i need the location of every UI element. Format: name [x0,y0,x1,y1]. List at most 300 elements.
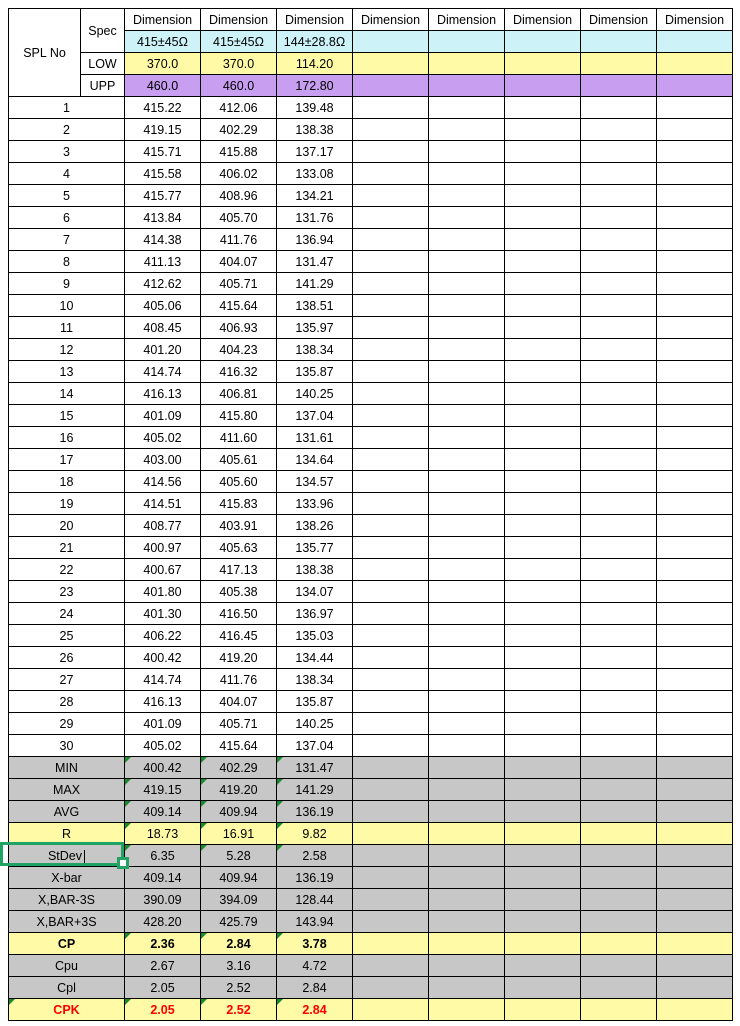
sample-cell[interactable] [505,229,581,251]
sample-cell[interactable]: 419.15 [125,119,201,141]
sample-number[interactable]: 22 [9,559,125,581]
sample-cell[interactable] [657,185,733,207]
sample-cell[interactable] [657,669,733,691]
sample-cell[interactable]: 416.13 [125,383,201,405]
stat-cell[interactable] [353,999,429,1021]
sample-cell[interactable] [505,515,581,537]
sample-cell[interactable] [505,97,581,119]
sample-cell[interactable]: 134.21 [277,185,353,207]
stat-cell[interactable] [353,801,429,823]
sample-cell[interactable] [581,141,657,163]
sample-cell[interactable]: 404.07 [201,251,277,273]
sample-cell[interactable] [429,141,505,163]
sample-cell[interactable] [581,383,657,405]
sample-number[interactable]: 1 [9,97,125,119]
stat-cell[interactable] [429,823,505,845]
sample-cell[interactable] [505,493,581,515]
sample-cell[interactable] [581,163,657,185]
sample-cell[interactable]: 417.13 [201,559,277,581]
sample-cell[interactable]: 401.09 [125,713,201,735]
stat-cell[interactable] [505,977,581,999]
sample-cell[interactable]: 411.60 [201,427,277,449]
sample-cell[interactable]: 135.87 [277,361,353,383]
sample-cell[interactable] [353,97,429,119]
low-value-4[interactable] [353,53,429,75]
sample-number[interactable]: 20 [9,515,125,537]
sample-cell[interactable] [353,427,429,449]
stat-cell[interactable] [581,801,657,823]
stat-cell[interactable] [581,867,657,889]
sample-cell[interactable] [505,383,581,405]
sample-cell[interactable]: 415.83 [201,493,277,515]
sample-cell[interactable] [429,339,505,361]
sample-cell[interactable]: 415.64 [201,735,277,757]
stat-cell[interactable] [505,823,581,845]
sample-cell[interactable]: 411.13 [125,251,201,273]
sample-cell[interactable] [657,251,733,273]
sample-cell[interactable] [581,493,657,515]
sample-number[interactable]: 19 [9,493,125,515]
sample-cell[interactable] [581,669,657,691]
sample-number[interactable]: 15 [9,405,125,427]
sample-cell[interactable] [581,207,657,229]
stat-cell[interactable] [429,977,505,999]
stat-cell[interactable] [657,955,733,977]
sample-cell[interactable] [657,339,733,361]
sample-cell[interactable] [353,207,429,229]
dimension-header-8[interactable]: Dimension [657,9,733,31]
sample-number[interactable]: 27 [9,669,125,691]
sample-cell[interactable]: 135.77 [277,537,353,559]
spec-value-4[interactable] [353,31,429,53]
stat-cell[interactable]: 409.94 [201,867,277,889]
sample-cell[interactable]: 406.93 [201,317,277,339]
sample-number[interactable]: 21 [9,537,125,559]
sample-cell[interactable]: 135.87 [277,691,353,713]
sample-cell[interactable] [657,471,733,493]
stat-cell[interactable] [429,911,505,933]
stat-cell[interactable] [505,933,581,955]
sample-cell[interactable] [657,647,733,669]
sample-cell[interactable]: 403.00 [125,449,201,471]
sample-cell[interactable]: 404.07 [201,691,277,713]
sample-cell[interactable] [657,405,733,427]
sample-cell[interactable] [581,427,657,449]
stat-cell[interactable] [581,823,657,845]
sample-number[interactable]: 24 [9,603,125,625]
sample-cell[interactable] [657,163,733,185]
sample-cell[interactable] [657,493,733,515]
upp-value-5[interactable] [429,75,505,97]
sample-cell[interactable] [505,559,581,581]
sample-number[interactable]: 3 [9,141,125,163]
low-value-3[interactable]: 114.20 [277,53,353,75]
stat-cell[interactable] [505,911,581,933]
sample-cell[interactable] [581,97,657,119]
stat-label[interactable]: StDev [9,845,125,867]
sample-cell[interactable] [581,295,657,317]
sample-cell[interactable]: 416.45 [201,625,277,647]
stat-cell[interactable]: 136.19 [277,867,353,889]
sample-cell[interactable]: 401.09 [125,405,201,427]
sample-number[interactable]: 12 [9,339,125,361]
sample-cell[interactable] [429,251,505,273]
sample-cell[interactable] [429,229,505,251]
sample-cell[interactable]: 405.06 [125,295,201,317]
sample-cell[interactable] [581,361,657,383]
low-label[interactable]: LOW [81,53,125,75]
stat-cell[interactable] [581,779,657,801]
stat-cell[interactable] [353,867,429,889]
stat-label[interactable]: R [9,823,125,845]
sample-cell[interactable] [353,141,429,163]
stat-cell[interactable]: 2.84 [277,999,353,1021]
sample-cell[interactable]: 406.81 [201,383,277,405]
sample-cell[interactable]: 140.25 [277,713,353,735]
sample-cell[interactable] [505,405,581,427]
sample-cell[interactable]: 137.17 [277,141,353,163]
sample-cell[interactable] [657,559,733,581]
spec-value-8[interactable] [657,31,733,53]
sample-cell[interactable] [505,317,581,339]
sample-cell[interactable]: 411.76 [201,229,277,251]
stat-cell[interactable]: 4.72 [277,955,353,977]
dimension-header-1[interactable]: Dimension [125,9,201,31]
stat-cell[interactable] [353,823,429,845]
stat-cell[interactable] [429,845,505,867]
dimension-header-3[interactable]: Dimension [277,9,353,31]
sample-cell[interactable]: 414.74 [125,669,201,691]
sample-cell[interactable] [353,119,429,141]
stat-cell[interactable] [657,845,733,867]
upp-value-3[interactable]: 172.80 [277,75,353,97]
sample-cell[interactable] [353,229,429,251]
stat-cell[interactable]: 400.42 [125,757,201,779]
stat-label[interactable]: X,BAR+3S [9,911,125,933]
sample-cell[interactable]: 136.97 [277,603,353,625]
sample-cell[interactable] [429,735,505,757]
sample-cell[interactable]: 415.80 [201,405,277,427]
sample-cell[interactable]: 138.34 [277,669,353,691]
stat-cell[interactable]: 9.82 [277,823,353,845]
sample-cell[interactable] [581,713,657,735]
sample-cell[interactable] [429,471,505,493]
sample-cell[interactable] [353,559,429,581]
sample-cell[interactable]: 134.57 [277,471,353,493]
sample-cell[interactable] [353,295,429,317]
sample-cell[interactable]: 402.29 [201,119,277,141]
sample-cell[interactable] [581,449,657,471]
stat-cell[interactable]: 131.47 [277,757,353,779]
sample-cell[interactable]: 414.74 [125,361,201,383]
spec-value-5[interactable] [429,31,505,53]
sample-cell[interactable]: 138.38 [277,119,353,141]
sample-cell[interactable]: 134.07 [277,581,353,603]
stat-label[interactable]: CP [9,933,125,955]
sample-cell[interactable] [657,537,733,559]
stat-cell[interactable] [657,911,733,933]
sample-cell[interactable] [353,625,429,647]
sample-cell[interactable] [429,163,505,185]
stat-cell[interactable] [429,999,505,1021]
sample-cell[interactable]: 137.04 [277,735,353,757]
sample-cell[interactable] [657,691,733,713]
sample-cell[interactable]: 415.58 [125,163,201,185]
sample-cell[interactable] [429,691,505,713]
sample-cell[interactable] [429,493,505,515]
dimension-header-6[interactable]: Dimension [505,9,581,31]
sample-cell[interactable] [429,581,505,603]
sample-cell[interactable] [581,251,657,273]
stat-cell[interactable]: 136.19 [277,801,353,823]
sample-cell[interactable]: 134.64 [277,449,353,471]
sample-cell[interactable]: 408.96 [201,185,277,207]
sample-cell[interactable] [657,273,733,295]
sample-number[interactable]: 28 [9,691,125,713]
sample-cell[interactable] [581,229,657,251]
sample-cell[interactable] [353,493,429,515]
stat-cell[interactable] [429,889,505,911]
sample-cell[interactable] [429,603,505,625]
stat-cell[interactable] [505,867,581,889]
sample-cell[interactable]: 405.70 [201,207,277,229]
sample-cell[interactable] [429,625,505,647]
stat-cell[interactable] [353,933,429,955]
spec-label[interactable]: Spec [81,9,125,53]
upp-label[interactable]: UPP [81,75,125,97]
spl-no-header[interactable]: SPL No [9,9,81,97]
sample-cell[interactable] [429,405,505,427]
stat-cell[interactable] [657,801,733,823]
low-value-8[interactable] [657,53,733,75]
sample-cell[interactable] [581,273,657,295]
sample-cell[interactable]: 416.50 [201,603,277,625]
stat-label[interactable]: X,BAR-3S [9,889,125,911]
sample-number[interactable]: 18 [9,471,125,493]
sample-cell[interactable]: 413.84 [125,207,201,229]
sample-cell[interactable] [353,339,429,361]
sample-cell[interactable]: 416.13 [125,691,201,713]
sample-cell[interactable] [657,713,733,735]
sample-cell[interactable]: 405.61 [201,449,277,471]
stat-label[interactable]: Cpu [9,955,125,977]
stat-cell[interactable]: 2.67 [125,955,201,977]
sample-number[interactable]: 14 [9,383,125,405]
sample-number[interactable]: 26 [9,647,125,669]
stat-cell[interactable]: 425.79 [201,911,277,933]
stat-cell[interactable] [505,889,581,911]
sample-cell[interactable]: 411.76 [201,669,277,691]
stat-cell[interactable]: 2.84 [201,933,277,955]
stat-cell[interactable] [505,801,581,823]
sample-cell[interactable]: 136.94 [277,229,353,251]
upp-value-2[interactable]: 460.0 [201,75,277,97]
sample-cell[interactable] [505,273,581,295]
sample-cell[interactable]: 415.64 [201,295,277,317]
sample-cell[interactable] [581,625,657,647]
sample-cell[interactable] [581,471,657,493]
stat-cell[interactable] [505,845,581,867]
sample-cell[interactable] [581,581,657,603]
stat-cell[interactable]: 409.14 [125,867,201,889]
sample-cell[interactable] [581,119,657,141]
sample-cell[interactable] [657,427,733,449]
sample-cell[interactable] [657,603,733,625]
sample-cell[interactable] [581,185,657,207]
stat-cell[interactable]: 6.35 [125,845,201,867]
stat-cell[interactable] [657,889,733,911]
sample-number[interactable]: 7 [9,229,125,251]
spec-value-1[interactable]: 415±45Ω [125,31,201,53]
sample-cell[interactable] [353,361,429,383]
sample-cell[interactable] [581,559,657,581]
stat-cell[interactable]: 3.16 [201,955,277,977]
stat-cell[interactable] [429,955,505,977]
sample-cell[interactable] [353,647,429,669]
sample-cell[interactable] [353,735,429,757]
sample-cell[interactable] [505,647,581,669]
spec-value-6[interactable] [505,31,581,53]
sample-cell[interactable]: 138.26 [277,515,353,537]
stat-cell[interactable] [429,933,505,955]
sample-cell[interactable] [353,185,429,207]
sample-cell[interactable]: 140.25 [277,383,353,405]
stat-cell[interactable] [657,933,733,955]
sample-cell[interactable]: 414.38 [125,229,201,251]
stat-cell[interactable] [657,757,733,779]
sample-cell[interactable] [353,713,429,735]
sample-cell[interactable] [581,317,657,339]
sample-cell[interactable] [429,427,505,449]
spec-value-7[interactable] [581,31,657,53]
sample-cell[interactable]: 414.56 [125,471,201,493]
sample-cell[interactable] [353,581,429,603]
sample-cell[interactable] [353,691,429,713]
sample-number[interactable]: 9 [9,273,125,295]
stat-cell[interactable] [581,977,657,999]
sample-cell[interactable] [657,361,733,383]
sample-cell[interactable] [581,647,657,669]
stat-cell[interactable]: 2.58 [277,845,353,867]
sample-cell[interactable] [657,229,733,251]
sample-cell[interactable] [581,691,657,713]
stat-cell[interactable] [581,933,657,955]
stat-cell[interactable]: 5.28 [201,845,277,867]
stat-cell[interactable] [353,977,429,999]
sample-cell[interactable]: 405.02 [125,735,201,757]
stat-cell[interactable]: 18.73 [125,823,201,845]
sample-cell[interactable]: 131.61 [277,427,353,449]
sample-cell[interactable] [505,361,581,383]
sample-cell[interactable] [657,581,733,603]
stat-label[interactable]: MAX [9,779,125,801]
sample-number[interactable]: 2 [9,119,125,141]
sample-cell[interactable] [505,339,581,361]
stat-cell[interactable]: 2.52 [201,999,277,1021]
stat-label[interactable]: Cpl [9,977,125,999]
stat-cell[interactable] [505,999,581,1021]
sample-cell[interactable]: 405.63 [201,537,277,559]
sample-cell[interactable] [505,537,581,559]
stat-cell[interactable]: 141.29 [277,779,353,801]
stat-cell[interactable] [657,999,733,1021]
sample-cell[interactable] [353,405,429,427]
stat-cell[interactable] [429,867,505,889]
sample-cell[interactable] [429,119,505,141]
sample-cell[interactable] [657,625,733,647]
upp-value-1[interactable]: 460.0 [125,75,201,97]
sample-cell[interactable] [581,537,657,559]
stat-cell[interactable] [581,757,657,779]
sample-number[interactable]: 10 [9,295,125,317]
sample-cell[interactable]: 134.44 [277,647,353,669]
stat-label[interactable]: MIN [9,757,125,779]
low-value-1[interactable]: 370.0 [125,53,201,75]
sample-cell[interactable] [657,207,733,229]
sample-cell[interactable]: 412.06 [201,97,277,119]
sample-cell[interactable]: 419.20 [201,647,277,669]
sample-number[interactable]: 8 [9,251,125,273]
sample-number[interactable]: 4 [9,163,125,185]
sample-cell[interactable]: 400.42 [125,647,201,669]
sample-cell[interactable]: 415.77 [125,185,201,207]
sample-cell[interactable]: 138.34 [277,339,353,361]
sample-cell[interactable] [353,383,429,405]
sample-cell[interactable]: 131.76 [277,207,353,229]
stat-cell[interactable]: 3.78 [277,933,353,955]
sample-cell[interactable]: 133.08 [277,163,353,185]
sample-cell[interactable] [505,449,581,471]
sample-cell[interactable] [505,471,581,493]
sample-cell[interactable] [581,515,657,537]
sample-cell[interactable] [505,427,581,449]
stat-cell[interactable] [581,911,657,933]
sample-cell[interactable] [505,669,581,691]
stat-cell[interactable]: 428.20 [125,911,201,933]
stat-cell[interactable] [657,977,733,999]
sample-cell[interactable]: 137.04 [277,405,353,427]
sample-cell[interactable] [581,603,657,625]
stat-cell[interactable]: 402.29 [201,757,277,779]
upp-value-7[interactable] [581,75,657,97]
sample-cell[interactable] [429,449,505,471]
low-value-6[interactable] [505,53,581,75]
sample-cell[interactable]: 133.96 [277,493,353,515]
stat-cell[interactable] [581,889,657,911]
sample-cell[interactable]: 135.97 [277,317,353,339]
stat-cell[interactable] [581,845,657,867]
sample-cell[interactable] [505,207,581,229]
sample-cell[interactable] [353,603,429,625]
stat-cell[interactable] [429,801,505,823]
stat-label[interactable]: AVG [9,801,125,823]
stat-cell[interactable] [353,779,429,801]
sample-cell[interactable]: 414.51 [125,493,201,515]
sample-cell[interactable] [581,339,657,361]
sample-cell[interactable] [657,295,733,317]
sample-cell[interactable] [657,515,733,537]
sample-cell[interactable]: 405.60 [201,471,277,493]
sample-cell[interactable]: 135.03 [277,625,353,647]
stat-cell[interactable] [429,779,505,801]
sample-cell[interactable] [505,141,581,163]
stat-cell[interactable] [353,911,429,933]
sample-cell[interactable] [657,97,733,119]
sample-cell[interactable]: 401.30 [125,603,201,625]
sample-cell[interactable] [429,383,505,405]
sample-cell[interactable]: 405.38 [201,581,277,603]
sample-cell[interactable] [657,141,733,163]
